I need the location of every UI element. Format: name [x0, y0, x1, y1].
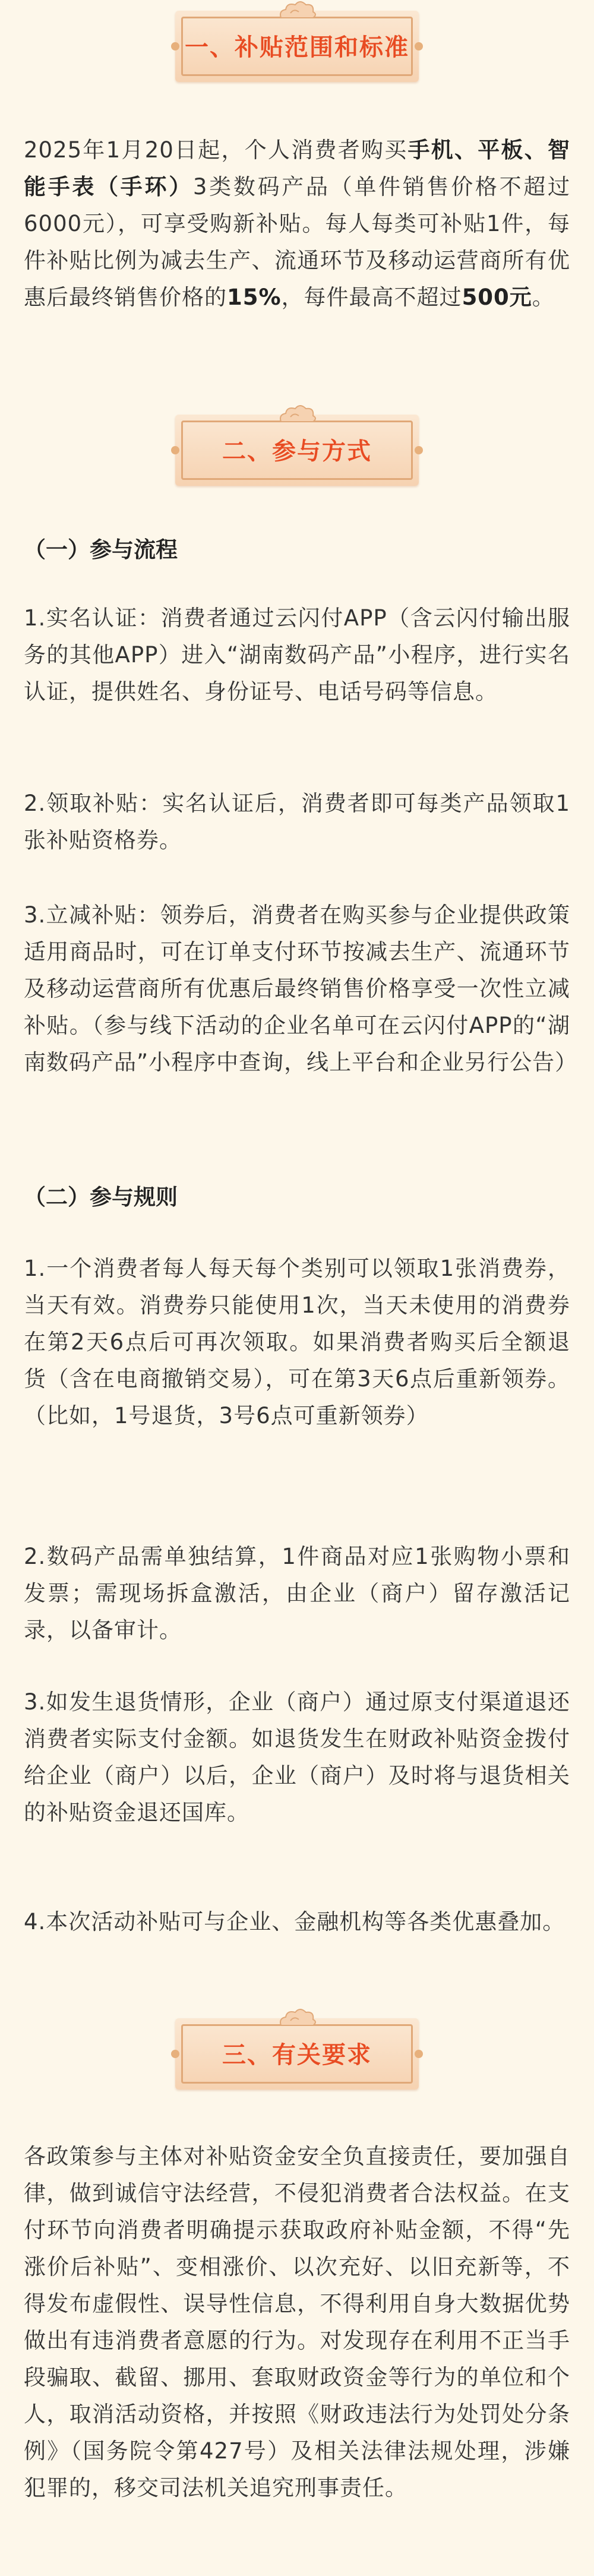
subheading-participation-rules: （二）参与规则 [24, 1184, 178, 1210]
requirements-paragraph: 各政策参与主体对补贴资金安全负直接责任，要加强自律，做到诚信守法经营，不侵犯消费者合法权益。在支付环节向消费者明确提示获取政府补贴金额，不得“先涨价后补贴”、变相涨价、以次充好、以旧充新等，不得发布虚假性、误导性信息，不得利用自身大数据优势做出有违消费者意愿的行为。对发现存在利用不正当手段骗取、截留、挪用、套取财政资金等行为的单位和个人，取消活动资格，并按照《财政违法行为处罚处分条例》（国务院令第427号）及相关法律法规处理，涉嫌犯罪的，移交司法机关追究刑事责任。 [24, 2144, 570, 2501]
flow-step-1: 1.实名认证：消费者通过云闪付APP（含云闪付输出服务的其他APP）进入“湖南数码产品”小程序，进行实名认证，提供姓名、身份证号、电话号码等信息。 [24, 605, 570, 704]
rule-4: 4.本次活动补贴可与企业、金融机构等各类优惠叠加。 [24, 1909, 565, 1935]
subheading-participation-flow: （一）参与流程 [24, 537, 178, 562]
rule-2: 2.数码产品需单独结算，1件商品对应1张购物小票和发票；需现场拆盒激活，由企业（商户）留存激活记录，以备审计。 [24, 1544, 570, 1643]
banner-frame [175, 11, 419, 82]
section-3-banner [0, 2008, 594, 2098]
section-title: 三、有关要求 [222, 2041, 372, 2069]
cloud-ornament-icon [276, 0, 318, 19]
section-1-banner [0, 0, 594, 90]
banner-frame [175, 415, 419, 486]
subsidy-scope-paragraph: 2025年1月20日起，个人消费者购买手机、平板、智能手表（手环）3类数码产品（单件销售价格不超过6000元），可享受购新补贴。每人每类可补贴1件，每件补贴比例为减去生产、流通环节及移动运营商所有优惠后最终销售价格的15%，每件最高不超过500元。 [24, 137, 570, 310]
flow-step-2: 2.领取补贴：实名认证后，消费者即可每类产品领取1张补贴资格券。 [24, 791, 570, 853]
cloud-ornament-icon [276, 404, 318, 423]
rule-1: 1.一个消费者每人每天每个类别可以领取1张消费券，当天有效。消费券只能使用1次，当天未使用的消费券在第2天6点后可再次领取。如果消费者购买后全额退货（含在电商撤销交易），可在第3天6点后重新领券。（比如，1号退货，3号6点可重新领券） [24, 1256, 570, 1428]
banner-frame [175, 2018, 419, 2090]
section-title: 二、参与方式 [222, 438, 372, 465]
section-2-banner [0, 404, 594, 494]
section-title: 一、补贴范围和标准 [185, 34, 409, 61]
cloud-ornament-icon [276, 2008, 318, 2027]
flow-step-3: 3.立减补贴：领券后，消费者在购买参与企业提供政策适用商品时，可在订单支付环节按减去生产、流通环节及移动运营商所有优惠后最终销售价格享受一次性立减补贴。（参与线下活动的企业名单可在云闪付APP的“湖南数码产品”小程序中查询，线上平台和企业另行公告） [24, 902, 578, 1075]
rule-3: 3.如发生退货情形，企业（商户）通过原支付渠道退还消费者实际支付金额。如退货发生在财政补贴资金拨付给企业（商户）以后，企业（商户）及时将与退货相关的补贴资金退还国库。 [24, 1689, 570, 1825]
